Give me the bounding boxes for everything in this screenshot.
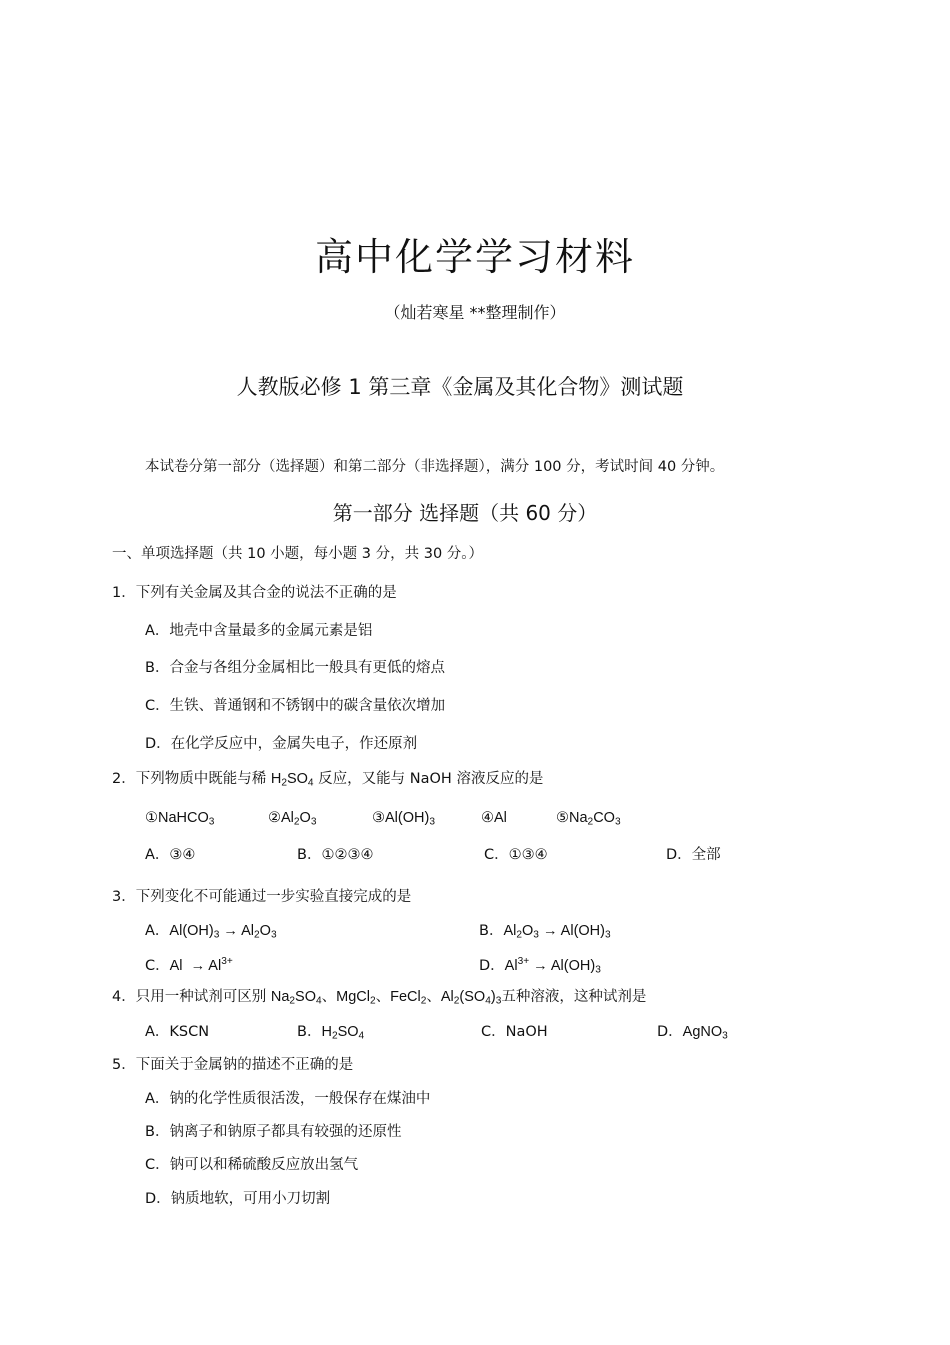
q2-item-3: $③Al(OH)_3$: [372, 810, 435, 828]
q1-option-a: A．地壳中含量最多的金属元素是铝: [145, 623, 373, 639]
q1-stem: 1．下列有关金属及其合金的说法不正确的是: [112, 585, 397, 601]
q4-option-b: B．$H_2SO_4$: [297, 1024, 365, 1042]
q1-option-c: C．生铁、普通钢和不锈钢中的碳含量依次增加: [145, 698, 446, 714]
q2-option-a: A．③④: [145, 847, 196, 863]
q2-formula-h2so4: $H_2SO_4$: [270, 771, 314, 789]
q3-option-a: A．$Al(OH)_3 \to Al_2O_3$: [145, 923, 277, 941]
q4-option-d: D．AgNO$_3$: [657, 1024, 728, 1042]
part1-title: 第一部分 选择题（共 60 分）: [332, 501, 598, 525]
q1-option-d: D．在化学反应中，金属失电子，作还原剂: [145, 736, 418, 752]
q2-item-1: ①NaHCO$_3$: [145, 810, 215, 828]
test-title: 人教版必修 1 第三章《金属及其化合物》测试题: [236, 375, 684, 399]
q2-item-4: ④Al: [481, 810, 507, 826]
q3-option-d: D．$Al^{3+} \to Al(OH)_3$: [479, 956, 601, 976]
q2-item-5: $⑤Na_2CO_3$: [556, 810, 621, 828]
q3-option-c: C．$Al \to Al^{3+}$: [145, 956, 233, 975]
q3-stem: 3．下列变化不可能通过一步实验直接完成的是: [112, 889, 412, 905]
q2-option-c: C．①③④: [484, 847, 548, 863]
q5-option-b: B．钠离子和钠原子都具有较强的还原性: [145, 1124, 402, 1140]
q5-option-d: D．钠质地软，可用小刀切割: [145, 1191, 331, 1207]
q5-stem: 5．下面关于金属钠的描述不正确的是: [112, 1057, 354, 1073]
q2-option-d: D．全部: [666, 847, 721, 863]
q4-option-a: A．KSCN: [145, 1024, 210, 1040]
q1-option-b: B．合金与各组分金属相比一般具有更低的熔点: [145, 660, 445, 676]
document-title: 高中化学学习材料: [314, 235, 635, 279]
document-subtitle: （灿若寒星 **整理制作）: [384, 303, 566, 322]
intro-text: 本试卷分第一部分（选择题）和第二部分（非选择题），满分 100 分，考试时间 40 分钟。: [145, 459, 725, 475]
q3-option-b: B．$Al_2O_3 \to Al(OH)_3$: [479, 923, 611, 941]
q5-option-a: A．钠的化学性质很活泼，一般保存在煤油中: [145, 1091, 431, 1107]
q4-stem: 4．只用一种试剂可区别 $Na_2SO_4$、MgCl$_2$、FeCl$_2$、$Al_2(SO_4)_3$五种溶液，这种试剂是: [112, 989, 647, 1007]
section-heading: 一、单项选择题（共 10 小题，每小题 3 分，共 30 分。）: [112, 546, 484, 562]
q5-option-c: C．钠可以和稀硫酸反应放出氢气: [145, 1157, 359, 1173]
q2-option-b: B．①②③④: [297, 847, 374, 863]
q2-stem: 2．下列物质中既能与稀 $H_2SO_4$ 反应，又能与 NaOH 溶液反应的是: [112, 771, 544, 789]
q2-item-2: $②Al_2O_3$: [268, 810, 317, 828]
q4-option-c: C．NaOH: [481, 1024, 548, 1040]
